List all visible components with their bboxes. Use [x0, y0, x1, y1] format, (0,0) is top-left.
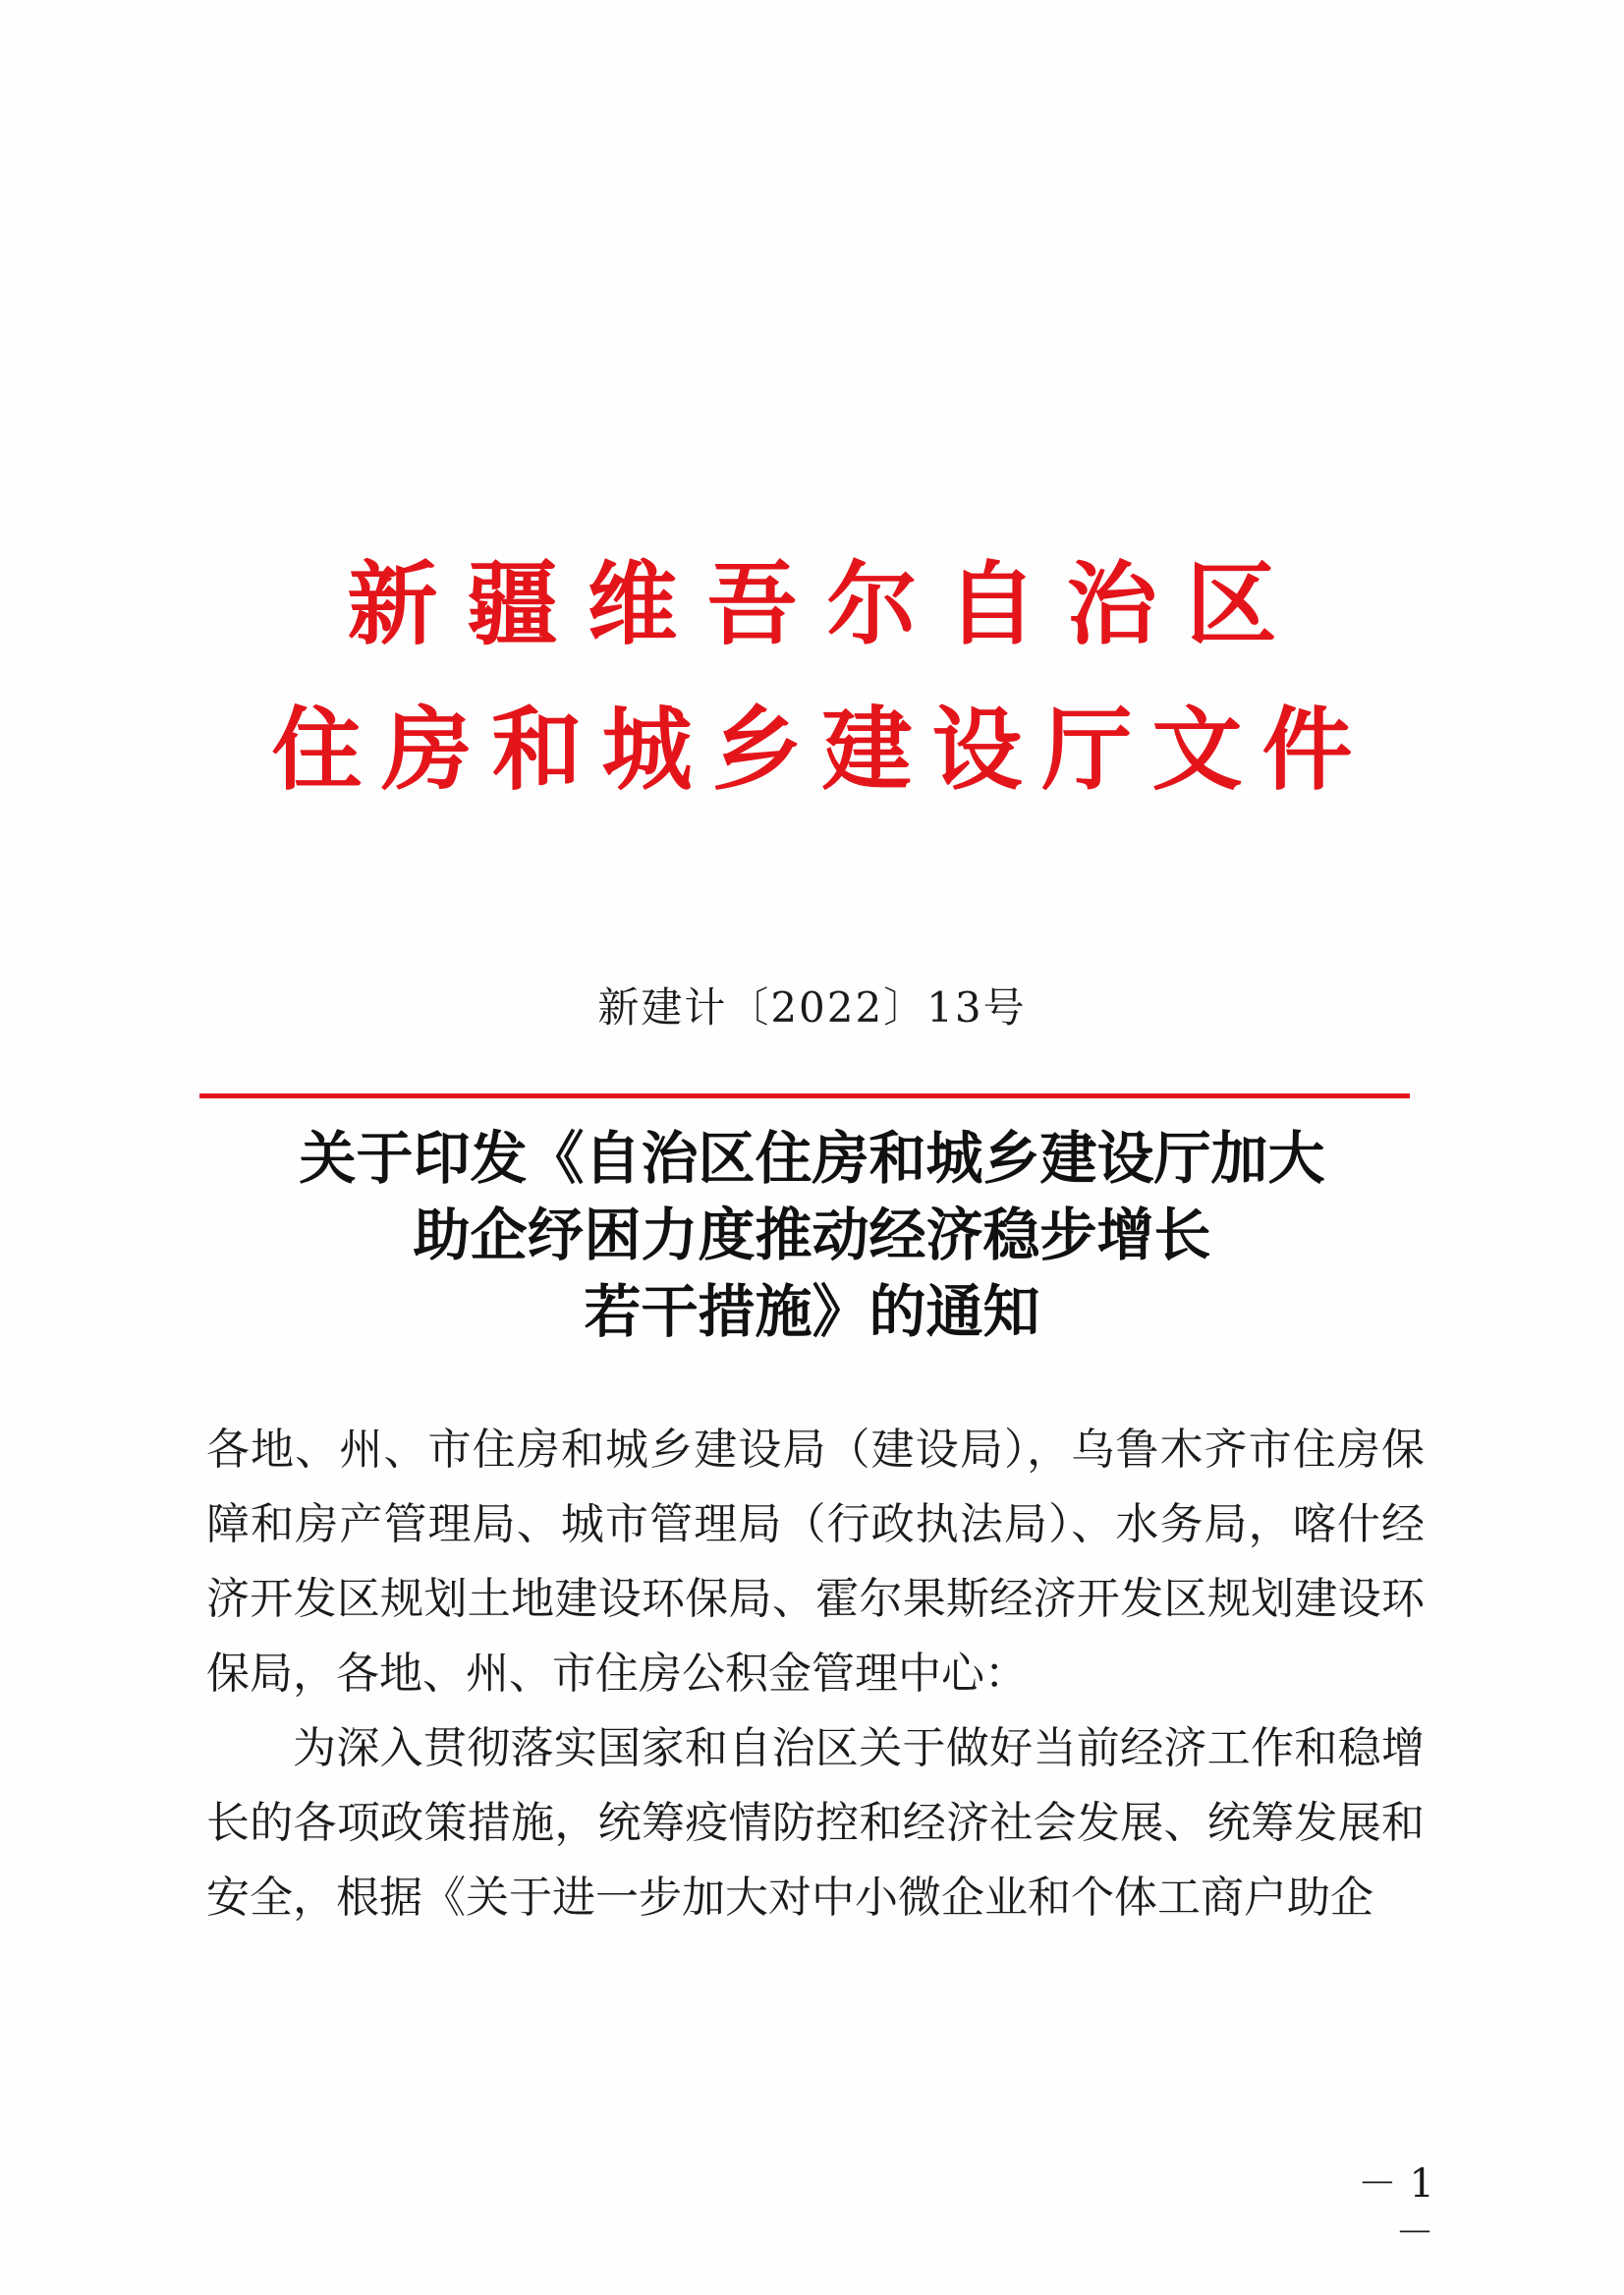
document-body [206, 1413, 1425, 1935]
masthead-line-1: 新疆维吾尔自治区 [347, 551, 1307, 657]
red-divider-line [199, 1093, 1410, 1098]
title-line-2: 助企纾困力度推动经济稳步增长 [413, 1202, 1211, 1268]
masthead-line-2: 住房和城乡建设厅文件 [271, 697, 1372, 803]
page-number: － 1 － [1357, 2161, 1434, 2256]
body-paragraph-1: 为深入贯彻落实国家和自治区关于做好当前经济工作和稳增长的各项政策措施，统筹疫情防控和经济社会发展、统筹发展和安全，根据《关于进一步加大对中小微企业和个体工商户助企 [206, 1723, 1425, 1923]
title-line-1: 关于印发《自治区住房和城乡建设厅加大 [299, 1125, 1325, 1192]
addressee-paragraph: 各地、州、市住房和城乡建设局（建设局），乌鲁木齐市住房保障和房产管理局、城市管理局（行政执法局）、水务局，喀什经济开发区规划土地建设环保局、霍尔果斯经济开发区规划建设环保局，各地、州、市住房公积金管理中心： [206, 1425, 1425, 1699]
document-number: 新建计〔2022〕13号 [597, 983, 1027, 1032]
document-title [0, 1120, 1624, 1350]
title-line-3: 若干措施》的通知 [584, 1278, 1040, 1345]
